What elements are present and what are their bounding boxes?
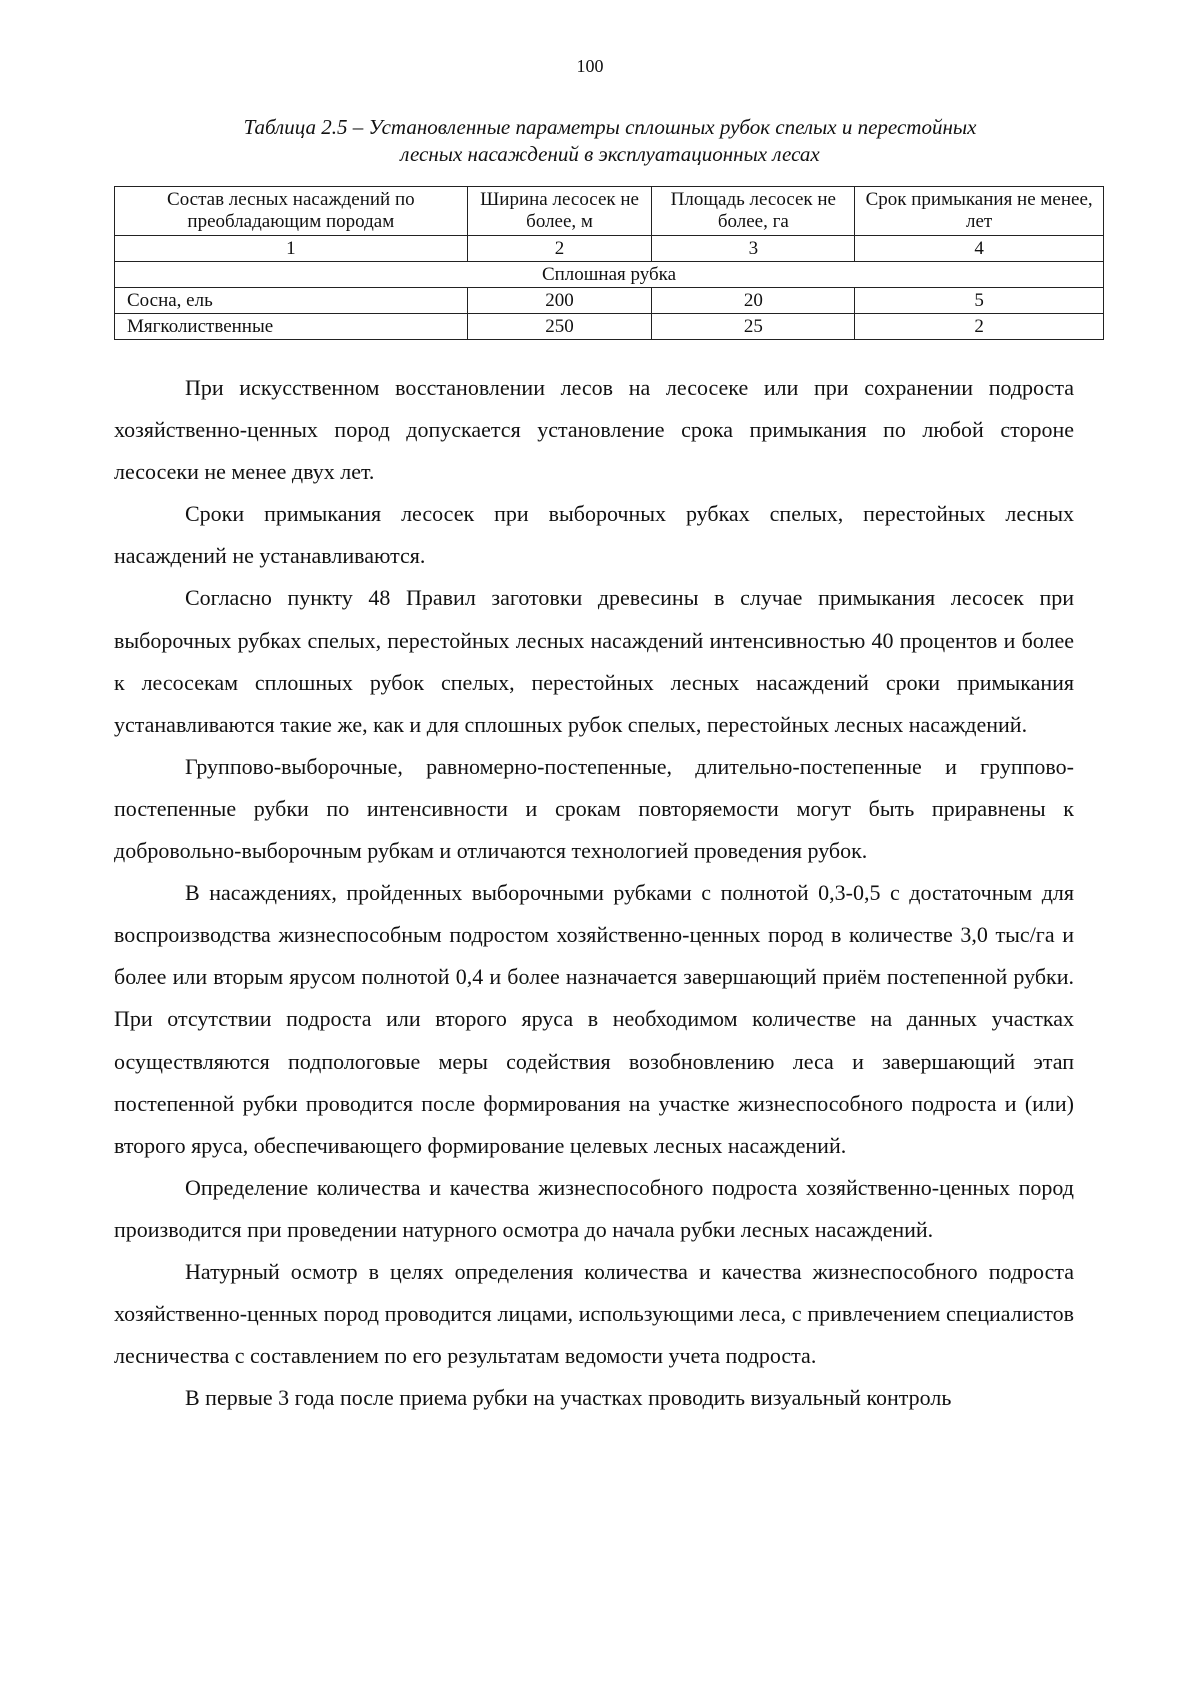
paragraph: В первые 3 года после приема рубки на участках проводить визуальный контроль xyxy=(185,1385,952,1411)
body-text xyxy=(114,367,1074,1419)
paragraph: Определение количества и качества жизнеспособного подроста хозяйственно-ценных пород производится при проведении натурного осмотра до начала рубки лесных насаждений. xyxy=(114,1174,1074,1242)
header-cell-width: Ширина лесосек не более, м xyxy=(467,187,652,236)
paragraph: Сроки примыкания лесосек при выборочных рубках спелых, перестойных лесных насаждений не устанавливаются. xyxy=(114,501,1074,569)
header-cell-term: Срок примыкания не менее, лет xyxy=(855,187,1104,236)
table-cell-width: 250 xyxy=(467,314,652,340)
paragraph: Согласно пункту 48 Правил заготовки древесины в случае примыкания лесосек при выборочных рубках спелых, перестойных лесных насаждений интенсивностью 40 процентов и более к лесосекам сплошных рубок спелых, перестойных лесных насаждений сроки примыкания устанавливаются такие же, как и для сплошных рубок спелых, перестойных лесных насаждений. xyxy=(114,585,1074,737)
table-cell-species: Сосна, ель xyxy=(115,288,468,314)
column-number-cell: 4 xyxy=(855,236,1104,262)
table-caption-line-2: лесных насаждений в эксплуатационных лесах xyxy=(400,142,820,166)
paragraph: Натурный осмотр в целях определения количества и качества жизнеспособного подроста хозяйственно-ценных пород проводится лицами, использующими леса, с привлечением специалистов лесничества с составлением по его результатам ведомости учета подроста. xyxy=(114,1258,1074,1369)
table-cell-width: 200 xyxy=(467,288,652,314)
parameters-table xyxy=(114,186,1104,340)
table-cell-area: 25 xyxy=(652,314,855,340)
paragraph: Группово-выборочные, равномерно-постепенные, длительно-постепенные и группово-постепенные рубки по интенсивности и срокам повторяемости могут быть приравнены к добровольно-выборочным рубкам и отличаются технологией проведения рубок. xyxy=(114,753,1074,864)
table-cell-term: 5 xyxy=(855,288,1104,314)
paragraph: В насаждениях, пройденных выборочными рубками с полнотой 0,3-0,5 с достаточным для воспроизводства жизнеспособным подростом хозяйственно-ценных пород в количестве 3,0 тыс/га и более или вторым ярусом полнотой 0,4 и более назначается завершающий приём постепенной рубки. При отсутствии подроста или второго яруса в необходимом количестве на данных участках осуществляются подпологовые меры содействия возобновлению леса и завершающий этап постепенной рубки проводится после формирования на участке жизнеспособного подроста и (или) второго яруса, обеспечивающего формирование целевых лесных насаждений. xyxy=(114,880,1074,1158)
column-number-cell: 1 xyxy=(115,236,468,262)
table-cell-area: 20 xyxy=(652,288,855,314)
paragraph: При искусственном восстановлении лесов на лесосеке или при сохранении подроста хозяйственно-ценных пород допускается установление срока примыкания по любой стороне лесосеки не менее двух лет. xyxy=(114,375,1074,485)
header-cell-composition: Состав лесных насаждений по преобладающим породам xyxy=(115,187,468,236)
column-number-cell: 3 xyxy=(652,236,855,262)
table-section-row xyxy=(115,262,1104,288)
section-title-cell: Сплошная рубка xyxy=(115,262,1104,288)
table-row xyxy=(115,314,1104,340)
table-cell-species: Мягколиственные xyxy=(115,314,468,340)
table-caption xyxy=(160,114,1060,168)
table-row xyxy=(115,288,1104,314)
table-column-number-row xyxy=(115,236,1104,262)
table-header-row xyxy=(115,187,1104,236)
header-cell-area: Площадь лесосек не более, га xyxy=(652,187,855,236)
table-caption-line-1: Таблица 2.5 – Установленные параметры сплошных рубок спелых и перестойных xyxy=(243,115,977,139)
column-number-cell: 2 xyxy=(467,236,652,262)
page-number: 100 xyxy=(576,56,604,76)
table-cell-term: 2 xyxy=(855,314,1104,340)
